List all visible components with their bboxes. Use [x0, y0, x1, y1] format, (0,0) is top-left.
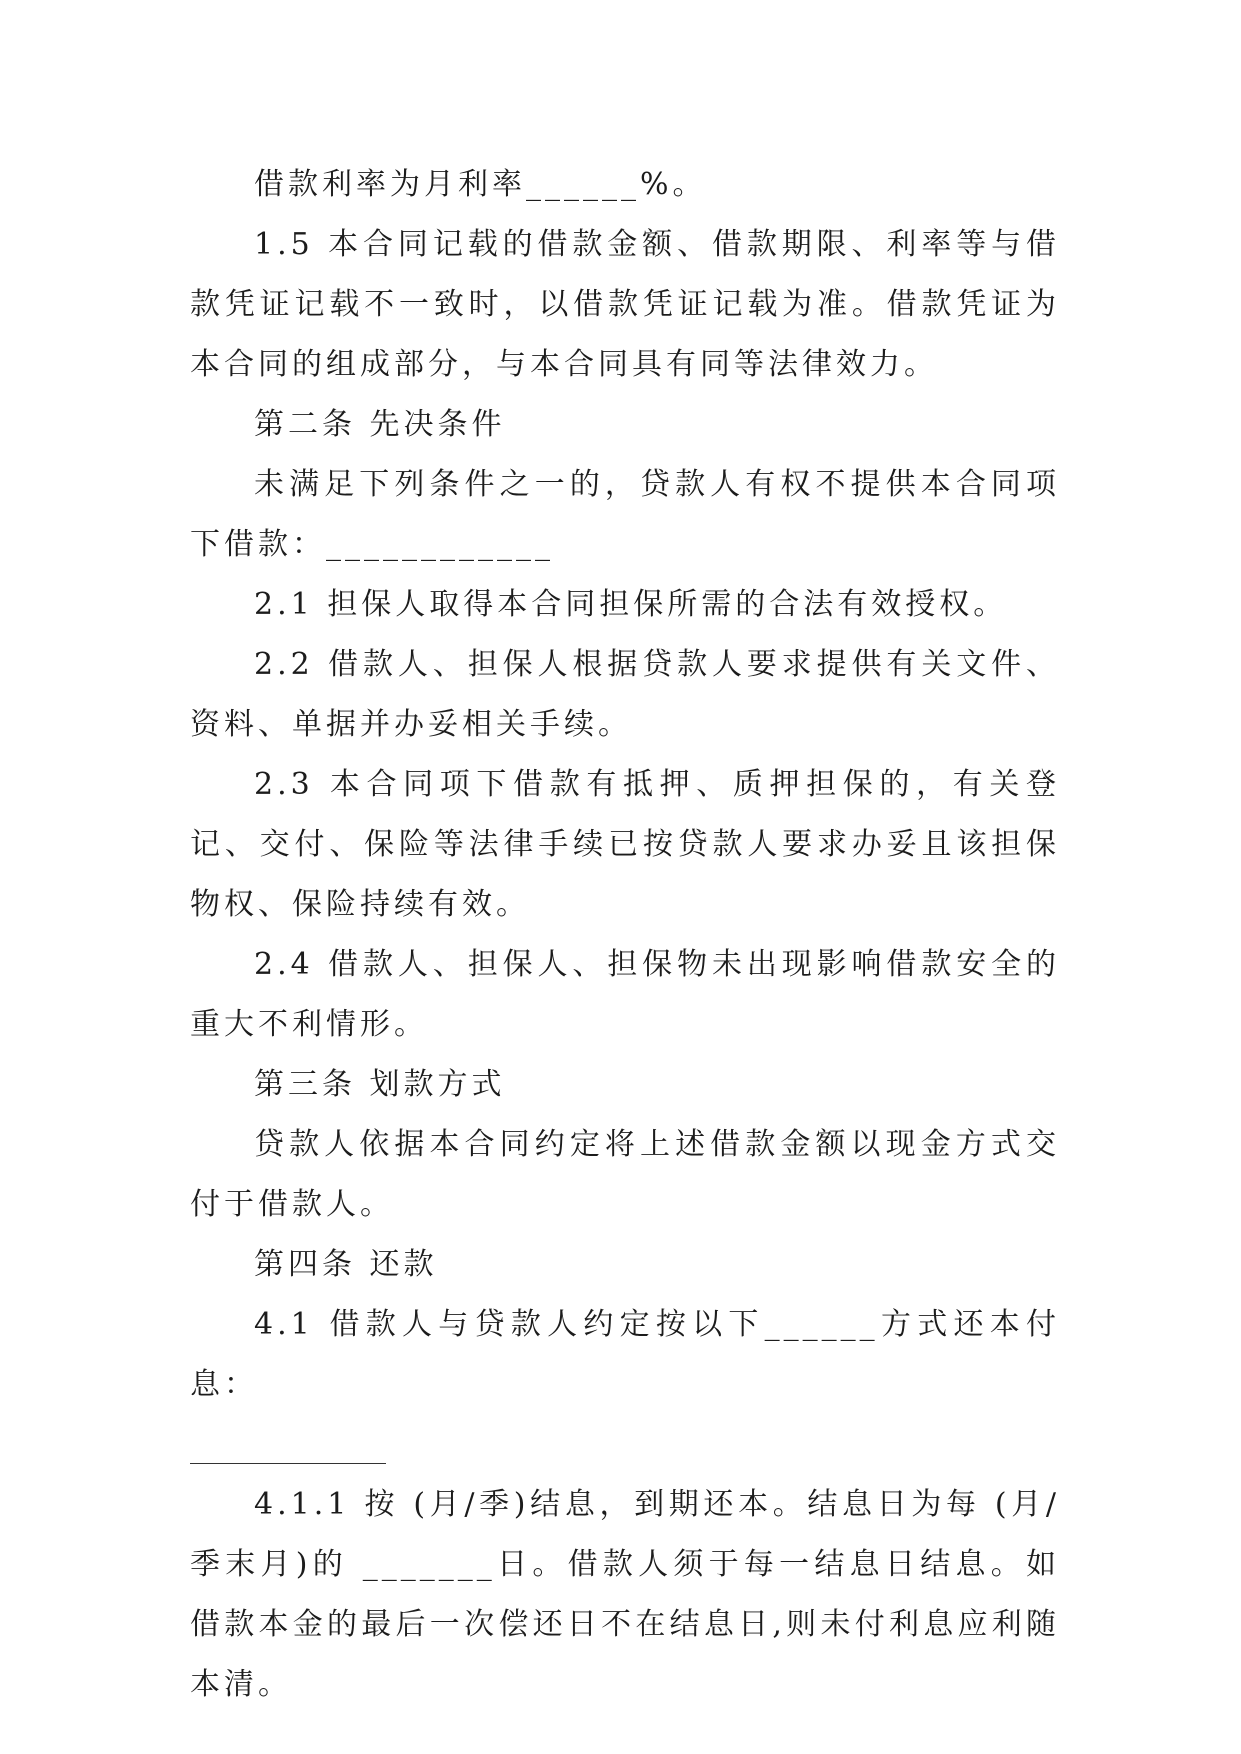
- preconditions-intro-paragraph: 未满足下列条件之一的，贷款人有权不提供本合同项下借款：____________: [190, 467, 1060, 562]
- underline-rule: [190, 1463, 386, 1464]
- clause-2-2-paragraph: 2.2 借款人、担保人根据贷款人要求提供有关文件、资料、单据并办妥相关手续。: [190, 647, 1060, 742]
- clause-4-1-1-paragraph: 4.1.1 按 (月/季)结息，到期还本。结息日为每 (月/季末月)的 _______日。借款人须于每一结息日结息。如借款本金的最后一次偿还日不在结息日,则未付利息应利随本清。: [190, 1487, 1060, 1702]
- transfer-method-paragraph: 贷款人依据本合同约定将上述借款金额以现金方式交付于借款人。: [190, 1127, 1060, 1222]
- fill-in-blank-line: [190, 1415, 1060, 1475]
- clause-2-3-paragraph: 2.3 本合同项下借款有抵押、质押担保的，有关登记、交付、保险等法律手续已按贷款人要求办妥且该担保物权、保险持续有效。: [190, 767, 1060, 922]
- article-4-heading: 第四条 还款: [254, 1247, 438, 1282]
- clause-1-5-paragraph: 1.5 本合同记载的借款金额、借款期限、利率等与借款凭证记载不一致时，以借款凭证记载为准。借款凭证为本合同的组成部分，与本合同具有同等法律效力。: [190, 227, 1060, 382]
- interest-rate-paragraph: 借款利率为月利率______%。: [254, 167, 707, 202]
- article-2-heading: 第二条 先决条件: [254, 407, 506, 442]
- clause-2-1-paragraph: 2.1 担保人取得本合同担保所需的合法有效授权。: [254, 587, 1008, 622]
- clause-4-1-paragraph: 4.1 借款人与贷款人约定按以下______方式还本付息：: [190, 1307, 1060, 1402]
- clause-2-4-paragraph: 2.4 借款人、担保人、担保物未出现影响借款安全的重大不利情形。: [190, 947, 1060, 1042]
- article-3-heading: 第三条 划款方式: [254, 1067, 506, 1102]
- document-body: [190, 155, 1060, 1715]
